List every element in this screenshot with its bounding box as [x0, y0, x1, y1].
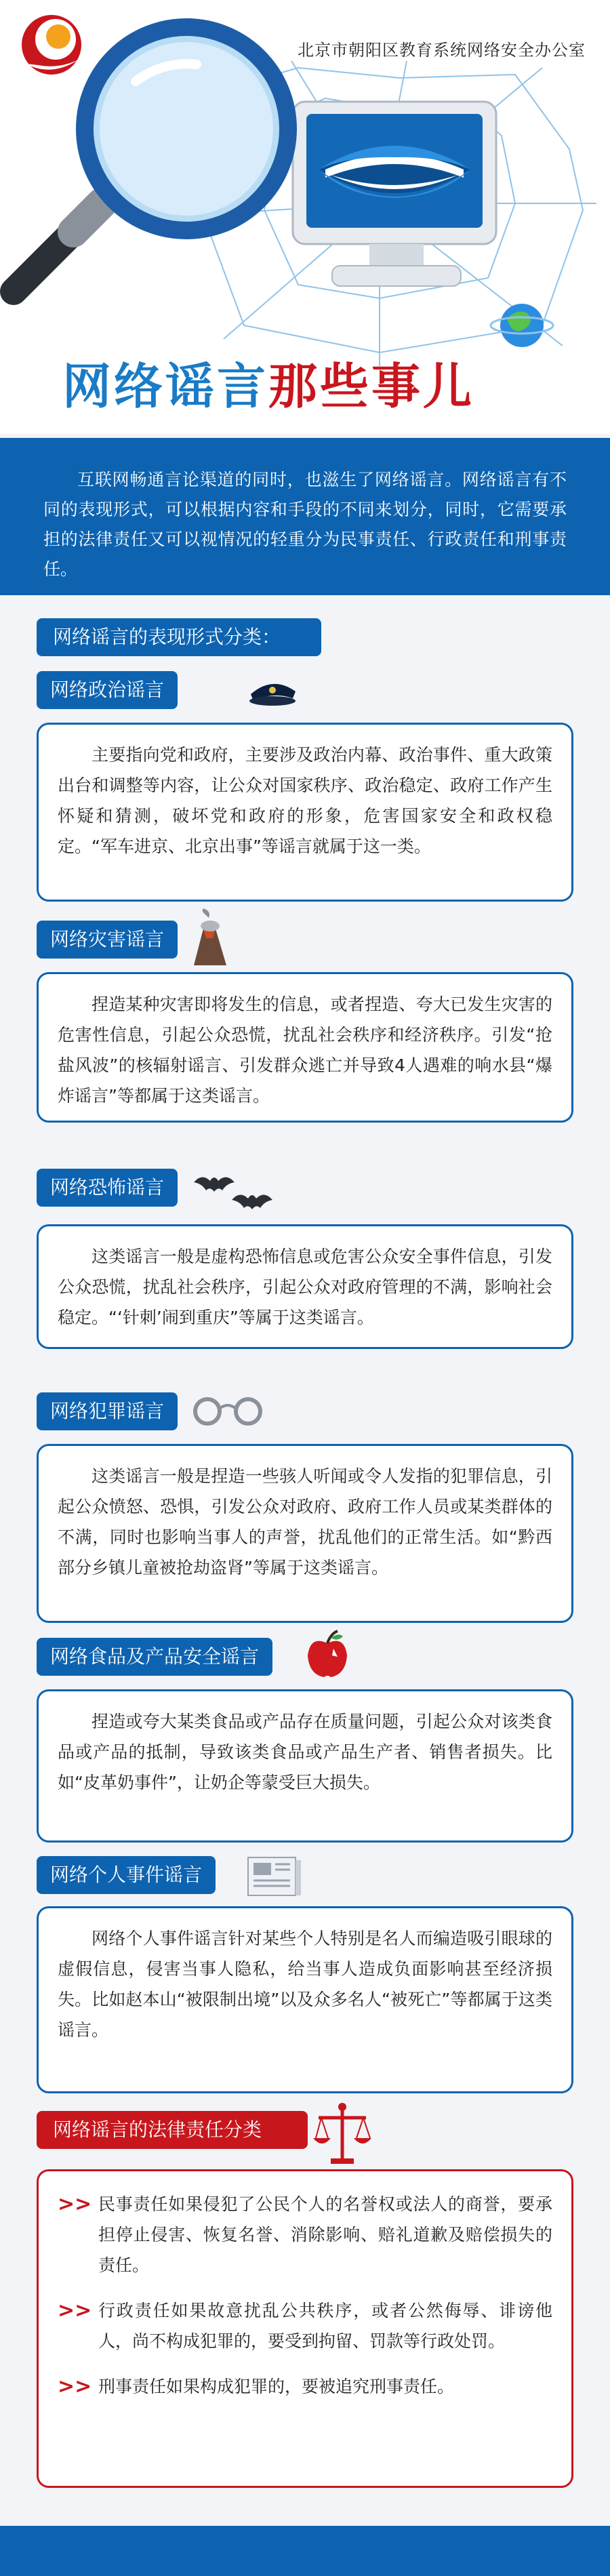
- legal-item-criminal: [58, 2371, 552, 2402]
- category-label-disaster: 网络灾害谣言: [37, 921, 178, 959]
- category-box-political: [37, 723, 573, 902]
- organization-name: 北京市朝阳区教育系统网络安全办公室: [298, 41, 586, 60]
- title-part-1: 网络: [62, 358, 166, 415]
- title-part-3: 那些事儿: [268, 358, 475, 415]
- volcano-icon: [191, 908, 229, 969]
- intro-panel: [0, 438, 610, 595]
- legal-heading: 网络谣言的法律责任分类: [37, 2111, 308, 2149]
- category-text-crime: 这类谣言一般是捏造一些骇人听闻或令人发指的犯罪信息，引起公众愤怒、恐惧，引发公众对政府、政府工作人员或某类群体的不满，同时也影响当事人的声誉，扰乱他们的正常生活。如“黔西部分乡镇儿童被抢劫盗肾”等属于这类谣言。: [58, 1466, 552, 1577]
- forms-heading: 网络谣言的表现形式分类：: [37, 618, 321, 656]
- newspaper-icon: [244, 1853, 305, 1901]
- category-box-personal: [37, 1906, 573, 2093]
- legal-item-administrative: [58, 2295, 552, 2356]
- category-label-crime: 网络犯罪谣言: [37, 1392, 178, 1430]
- police-cap-icon: [245, 671, 300, 709]
- category-box-disaster: [37, 972, 573, 1123]
- category-label-political: 网络政治谣言: [37, 671, 178, 709]
- double-chevron-icon: >>: [58, 2375, 92, 2398]
- handcuffs-icon: [191, 1390, 266, 1430]
- category-text-terror: 这类谣言一般是虚构恐怖信息或危害公众安全事件信息，引发公众恐慌，扰乱社会秩序，引起公众对政府管理的不满，影响社会稳定。“‘针刺’闹到重庆”等属于这类谣言。: [58, 1247, 552, 1327]
- category-label-food-safety: 网络食品及产品安全谣言: [37, 1638, 272, 1676]
- category-text-disaster: 捏造某种灾害即将发生的信息，或者捏造、夸大已发生灾害的危害性信息，引起公众恐慌，扰乱社会秩序和经济秩序。引发“抢盐风波”的核辐射谣言、引发群众逃亡并导致4人遇难的响水县“爆炸谣言”等都属于这类谣言。: [58, 994, 552, 1106]
- logo-icon: [18, 9, 85, 77]
- footer-bar: [0, 2526, 610, 2576]
- category-text-food-safety: 捏造或夸大某类食品或产品存在质量问题，引起公众对该类食品或产品的抵制，导致该类食品或产品生产者、销售者损失。比如“皮革奶事件”，让奶企等蒙受巨大损失。: [58, 1712, 552, 1792]
- category-label-terror: 网络恐怖谣言: [37, 1169, 178, 1207]
- category-label-personal: 网络个人事件谣言: [37, 1856, 216, 1894]
- legal-text-administrative: 行政责任如果故意扰乱公共秩序，或者公然侮辱、诽谤他人，尚不构成犯罪的，要受到拘留、罚款等行政处罚。: [98, 2301, 552, 2351]
- title-part-2: 谣言: [165, 358, 269, 415]
- intro-text: 互联网畅通言论渠道的同时，也滋生了网络谣言。网络谣言有不同的表现形式，可以根据内容和手段的不同来划分，同时，它需要承担的法律责任又可以视情况的轻重分为民事责任、行政责任和刑事责任。: [43, 470, 567, 579]
- page-title: [62, 347, 474, 418]
- legal-text-criminal: 刑事责任如果构成犯罪的，要被追究刑事责任。: [98, 2377, 455, 2396]
- scales-icon: [312, 2101, 373, 2167]
- legal-text-civil: 民事责任如果侵犯了公民个人的名誉权或法人的商誉，要承担停止侵害、恢复名誉、消除影响、赔礼道歉及赔偿损失的责任。: [98, 2194, 552, 2275]
- apple-icon: [304, 1630, 351, 1681]
- legal-item-civil: [58, 2189, 552, 2280]
- bats-icon: [191, 1169, 279, 1216]
- double-chevron-icon: >>: [58, 2192, 92, 2216]
- category-box-terror: [37, 1224, 573, 1349]
- category-text-political: 主要指向党和政府，主要涉及政治内幕、政治事件、重大政策出台和调整等内容，让公众对国家秩序、政治稳定、政府工作产生怀疑和猜测，破坏党和政府的形象，危害国家安全和政权稳定。“军车进京、北京出事”等谣言就属于这一类。: [58, 745, 552, 856]
- monitor-icon: [293, 102, 496, 286]
- globe-icon: [491, 304, 553, 347]
- hero-banner: [0, 0, 610, 434]
- category-text-personal: 网络个人事件谣言针对某些个人特别是名人而编造吸引眼球的虚假信息，侵害当事人隐私，给当事人造成负面影响甚至经济损失。比如赵本山“被限制出境”以及众多名人“被死亡”等都属于这类谣言。: [58, 1929, 552, 2040]
- category-box-food-safety: [37, 1689, 573, 1843]
- double-chevron-icon: >>: [58, 2299, 92, 2322]
- legal-box: [37, 2169, 573, 2488]
- category-box-crime: [37, 1444, 573, 1623]
